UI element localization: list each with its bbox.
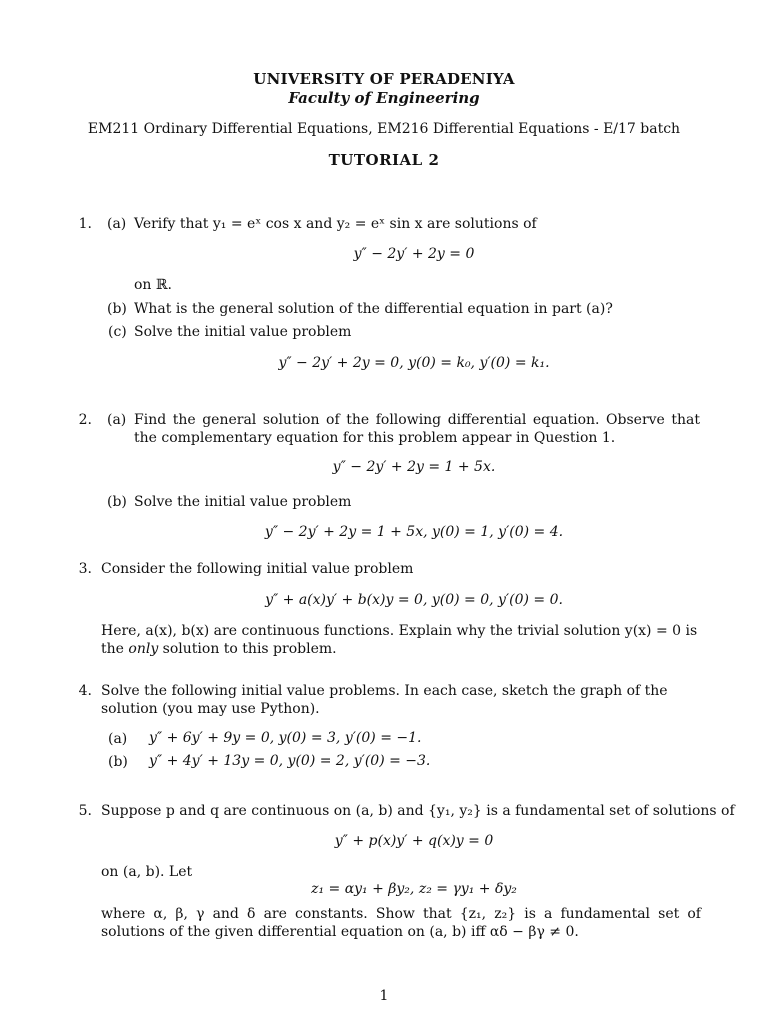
faculty-name: Faculty of Engineering [288, 89, 480, 107]
part-label: (a) [108, 731, 128, 747]
part-label: (a) [107, 412, 127, 428]
question-2b-equation: y″ − 2y′ + 2y = 1 + 5x, y(0) = 1, y′(0) = 4. [264, 524, 564, 540]
part-label: (b) [107, 301, 127, 317]
question-3-equation: y″ + a(x)y′ + b(x)y = 0, y(0) = 0, y′(0) = 0. [265, 592, 563, 608]
university-title: UNIVERSITY OF PERADENIYA [253, 70, 515, 88]
question-1c-equation: y″ − 2y′ + 2y = 0, y(0) = k₀, y′(0) = k₁. [278, 355, 550, 371]
question-4-text: Solve the following initial value problems. In each case, sketch the graph of the solution (you may use Python). [101, 683, 668, 717]
question-3-explanation [101, 622, 701, 658]
question-5-definition: z₁ = αy₁ + βy₂, z₂ = γy₁ + δy₂ [311, 881, 517, 897]
question-4b-equation: y″ + 4y′ + 13y = 0, y(0) = 2, y′(0) = −3. [149, 753, 431, 769]
question-1c-text: Solve the initial value problem [134, 324, 352, 340]
question-5-text: Suppose p and q are continuous on (a, b) and {y₁, y₂} is a fundamental set of solutions of [101, 803, 735, 819]
question-number: 1. [78, 216, 92, 232]
question-5-task: where α, β, γ and δ are constants. Show that {z₁, z₂} is a fundamental set of solutions of the given differential equation on (a, b) iff αδ − βγ ≠ 0. [101, 906, 701, 940]
question-2b-text: Solve the initial value problem [134, 494, 352, 510]
question-3-explanation-end: solution to this problem. [158, 641, 337, 657]
part-label: (a) [107, 216, 127, 232]
course-title: EM211 Ordinary Differential Equations, EM216 Differential Equations - E/17 batch [87, 121, 681, 137]
question-1a-equation: y″ − 2y′ + 2y = 0 [353, 246, 475, 262]
question-number: 5. [78, 803, 92, 819]
question-number: 4. [78, 683, 92, 699]
question-5-on-text: on (a, b). Let [101, 864, 193, 880]
question-1b-text: What is the general solution of the differential equation in part (a)? [134, 301, 613, 317]
question-2a-equation: y″ − 2y′ + 2y = 1 + 5x. [332, 459, 496, 475]
question-5-equation: y″ + p(x)y′ + q(x)y = 0 [334, 833, 494, 849]
question-4a-equation: y″ + 6y′ + 9y = 0, y(0) = 3, y′(0) = −1. [149, 730, 422, 746]
question-3-explanation-line: Here, a(x), b(x) are continuous functions. Explain why the trivial solution y(x) = 0 is the [101, 623, 698, 657]
tutorial-title: TUTORIAL 2 [328, 151, 440, 169]
question-1a-domain: on ℝ. [134, 277, 172, 293]
question-3-text: Consider the following initial value problem [101, 561, 414, 577]
question-number: 2. [78, 412, 92, 428]
question-number: 3. [78, 561, 92, 577]
question-2a-text: Find the general solution of the following differential equation. Observe that the complementary equation for this problem appear in Question 1. [134, 412, 700, 446]
emphasis-text: only [128, 641, 159, 657]
page-number: 1 [379, 988, 389, 1004]
part-label: (b) [107, 494, 127, 510]
part-label: (b) [108, 754, 128, 770]
part-label: (c) [108, 324, 127, 340]
question-1a-text: Verify that y₁ = eˣ cos x and y₂ = eˣ sin x are solutions of [134, 216, 537, 232]
